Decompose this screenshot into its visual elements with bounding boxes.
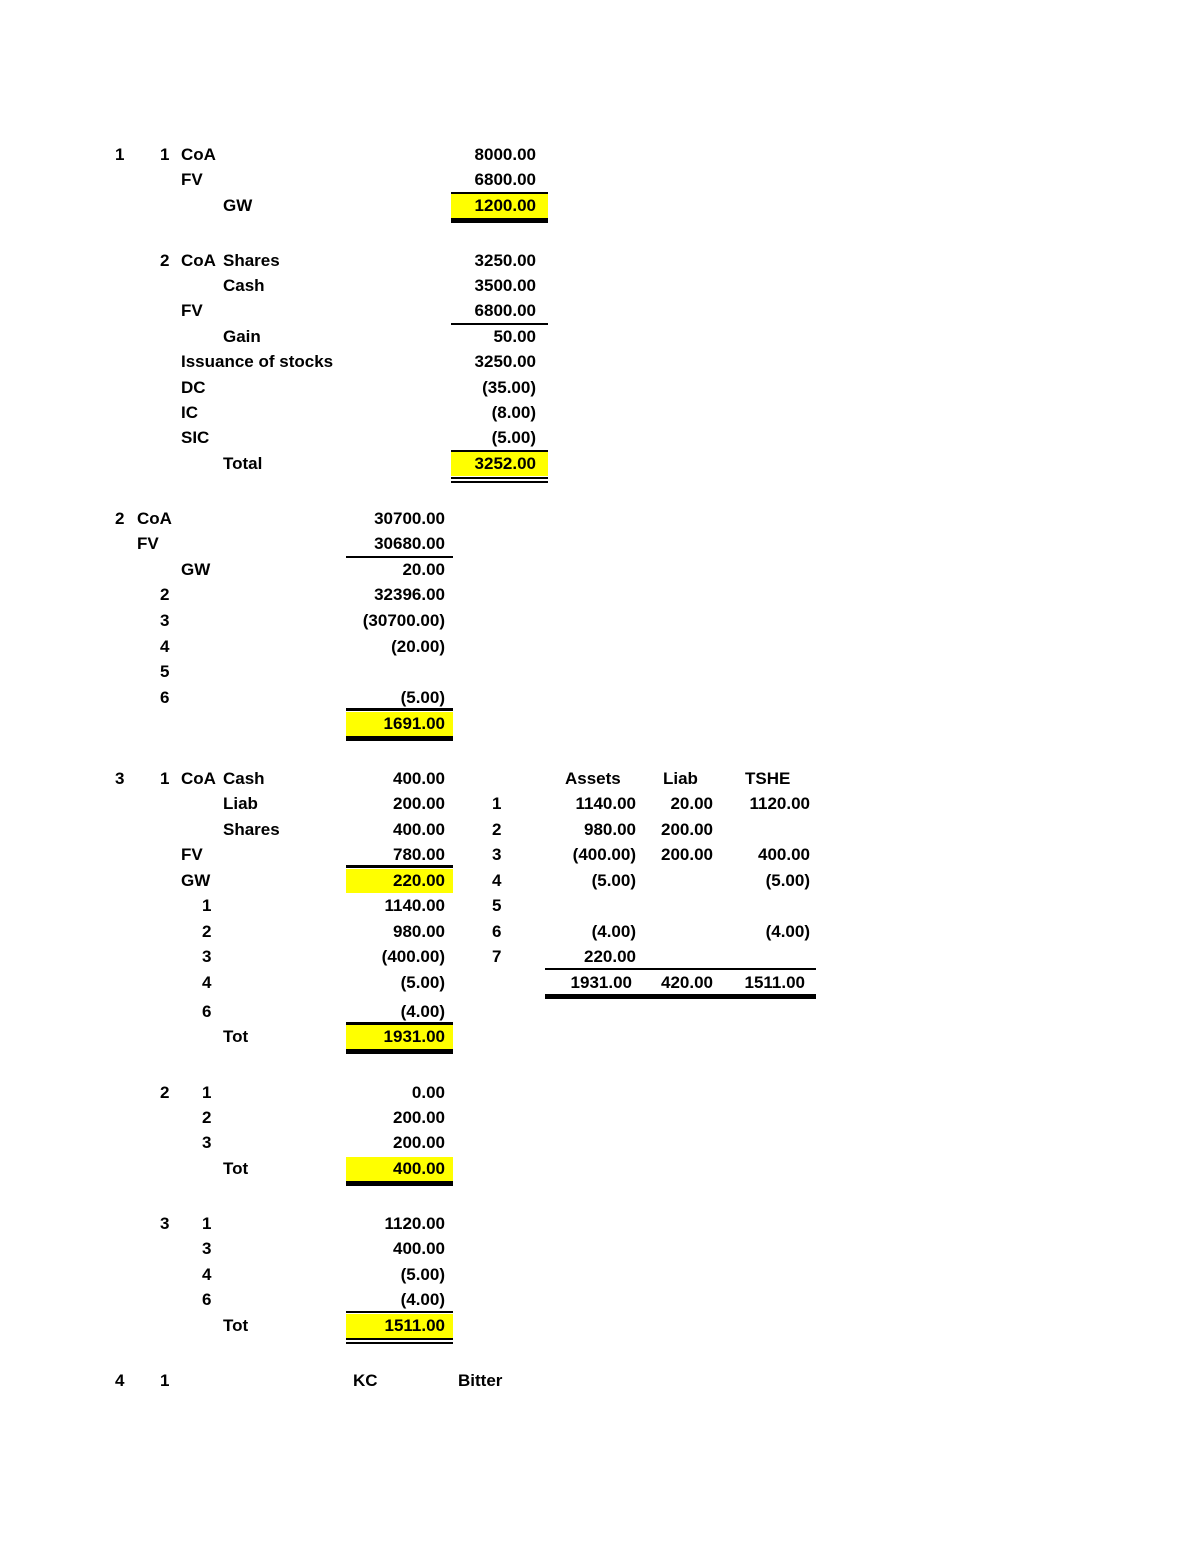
section-number: 4 [115, 1371, 125, 1390]
underline [346, 708, 453, 711]
amount: (4.00) [400, 1002, 445, 1021]
row-label: 1 [202, 896, 212, 915]
double-underline-top [451, 477, 548, 479]
underline [346, 1022, 453, 1025]
double-underline [346, 736, 453, 741]
amount: 20.00 [402, 560, 445, 579]
amount: (5.00) [765, 871, 810, 890]
row-label: 6 [160, 688, 170, 707]
column-header: KC [353, 1371, 378, 1390]
amount: 1120.00 [749, 794, 810, 813]
amount: 1200.00 [474, 196, 536, 215]
amount: 1511.00 [384, 1316, 445, 1335]
row-label: GW [181, 871, 211, 890]
amount: 3252.00 [474, 454, 536, 473]
row-number: 7 [492, 947, 502, 966]
amount: 6800.00 [474, 301, 536, 320]
row-label: 4 [202, 973, 212, 992]
amount: 6800.00 [474, 170, 536, 189]
row-label: FV [137, 534, 159, 553]
amount: 400.00 [393, 1239, 445, 1258]
amount: (5.00) [400, 973, 445, 992]
part-number: 3 [160, 1214, 170, 1233]
amount: (4.00) [591, 922, 636, 941]
amount: 20.00 [670, 794, 713, 813]
underline [346, 865, 453, 868]
amount: (5.00) [400, 1265, 445, 1284]
total-amount: 420.00 [661, 973, 713, 992]
column-header: Liab [663, 769, 698, 788]
amount: 30680.00 [374, 534, 445, 553]
amount: (5.00) [591, 871, 636, 890]
amount: 1140.00 [384, 896, 445, 915]
double-underline-top [346, 1338, 453, 1340]
underline [451, 450, 548, 452]
row-label: Gain [223, 327, 261, 346]
row-label: Issuance of stocks [181, 352, 334, 371]
amount: (30700.00) [362, 611, 445, 630]
section-number: 3 [115, 769, 125, 788]
row-label: DC [181, 378, 206, 397]
row-label: Shares [223, 820, 280, 839]
row-number: 3 [492, 845, 502, 864]
row-label: FV [181, 301, 203, 320]
amount: (400.00) [572, 845, 636, 864]
amount: 30700.00 [374, 509, 445, 528]
row-label: 2 [202, 1108, 212, 1127]
row-label: FV [181, 170, 203, 189]
amount: (8.00) [491, 403, 536, 422]
amount: (4.00) [400, 1290, 445, 1309]
amount: (5.00) [491, 428, 536, 447]
amount: 200.00 [393, 1133, 445, 1152]
total-amount: 1931.00 [570, 973, 632, 992]
row-label: Cash [223, 276, 265, 295]
amount: 780.00 [393, 845, 445, 864]
section-number: 2 [115, 509, 125, 528]
amount: 400.00 [393, 769, 445, 788]
row-label: CoA [137, 509, 172, 528]
double-underline [545, 994, 816, 999]
amount [720, 896, 810, 916]
amount: 980.00 [393, 922, 445, 941]
row-label: 3 [202, 1239, 212, 1258]
double-underline [451, 218, 548, 223]
row-label: Tot [223, 1027, 249, 1046]
row-label: 3 [202, 947, 212, 966]
double-underline-bottom [346, 1342, 453, 1344]
amount: 3250.00 [474, 251, 536, 270]
amount [540, 896, 636, 916]
row-label: 1 [202, 1083, 212, 1102]
row-number: 6 [492, 922, 502, 941]
amount: 50.00 [493, 327, 536, 346]
amount: 1931.00 [383, 1027, 445, 1046]
amount: (20.00) [391, 637, 445, 656]
underline [346, 1311, 453, 1313]
row-label: 2 [202, 922, 212, 941]
row-label: 4 [160, 637, 170, 656]
row-label: IC [181, 403, 198, 422]
part-number: 1 [160, 1371, 170, 1390]
row-label: 2 [160, 585, 170, 604]
amount: 200.00 [393, 1108, 445, 1127]
underline [545, 968, 816, 970]
row-number: 5 [492, 896, 502, 915]
row-label: 3 [160, 611, 170, 630]
amount: 1140.00 [575, 794, 636, 813]
row-label: 1 [202, 1214, 212, 1233]
row-label: Liab [223, 794, 258, 813]
part-number: 1 [160, 769, 170, 788]
section-number: 1 [115, 145, 125, 164]
amount: 32396.00 [374, 585, 445, 604]
row-label: GW [181, 560, 211, 579]
row-label: CoA [181, 145, 216, 164]
amount: 980.00 [584, 820, 636, 839]
amount: (4.00) [765, 922, 810, 941]
row-label: Total [223, 454, 263, 473]
underline [451, 323, 548, 325]
double-underline-bottom [451, 481, 548, 483]
amount: 200.00 [661, 845, 713, 864]
row-number: 2 [492, 820, 502, 839]
row-label: 3 [202, 1133, 212, 1152]
total-amount: 1511.00 [744, 973, 805, 992]
row-label: Shares [223, 251, 280, 270]
amount: 200.00 [393, 794, 445, 813]
amount: (400.00) [381, 947, 445, 966]
amount: 3250.00 [474, 352, 536, 371]
amount: 200.00 [661, 820, 713, 839]
row-label: 4 [202, 1265, 212, 1284]
part-number: 1 [160, 145, 170, 164]
amount: 220.00 [393, 871, 445, 890]
row-number: 1 [492, 794, 502, 813]
amount [720, 820, 810, 840]
column-header: TSHE [745, 769, 791, 788]
amount: 8000.00 [474, 145, 536, 164]
amount [630, 871, 713, 891]
amount: 1120.00 [384, 1214, 445, 1233]
row-label: Tot [223, 1316, 249, 1335]
row-label: CoA [181, 251, 216, 270]
double-underline [346, 1049, 453, 1054]
row-label: CoA [181, 769, 216, 788]
amount [630, 947, 713, 967]
underline [451, 192, 548, 194]
row-label: 6 [202, 1002, 212, 1021]
amount: 400.00 [758, 845, 810, 864]
amount: (35.00) [482, 378, 536, 397]
amount [720, 947, 810, 967]
row-label: 5 [160, 662, 170, 681]
amount: 400.00 [393, 820, 445, 839]
amount [630, 896, 713, 916]
amount: 220.00 [584, 947, 636, 966]
row-label: GW [223, 196, 253, 215]
double-underline [346, 1181, 453, 1186]
row-label: SIC [181, 428, 210, 447]
row-label: Cash [223, 769, 265, 788]
row-label: 6 [202, 1290, 212, 1309]
amount: 0.00 [411, 1083, 445, 1102]
column-header: Bitter [458, 1371, 503, 1390]
amount [330, 662, 445, 682]
row-label: FV [181, 845, 203, 864]
row-label: Tot [223, 1159, 249, 1178]
part-number: 2 [160, 251, 170, 270]
amount: 400.00 [393, 1159, 445, 1178]
amount: 1691.00 [383, 714, 445, 733]
part-number: 2 [160, 1083, 170, 1102]
amount: (5.00) [400, 688, 445, 707]
amount [630, 922, 713, 942]
column-header: Assets [565, 769, 621, 788]
amount: 3500.00 [474, 276, 536, 295]
row-number: 4 [492, 871, 502, 890]
underline [346, 556, 453, 558]
